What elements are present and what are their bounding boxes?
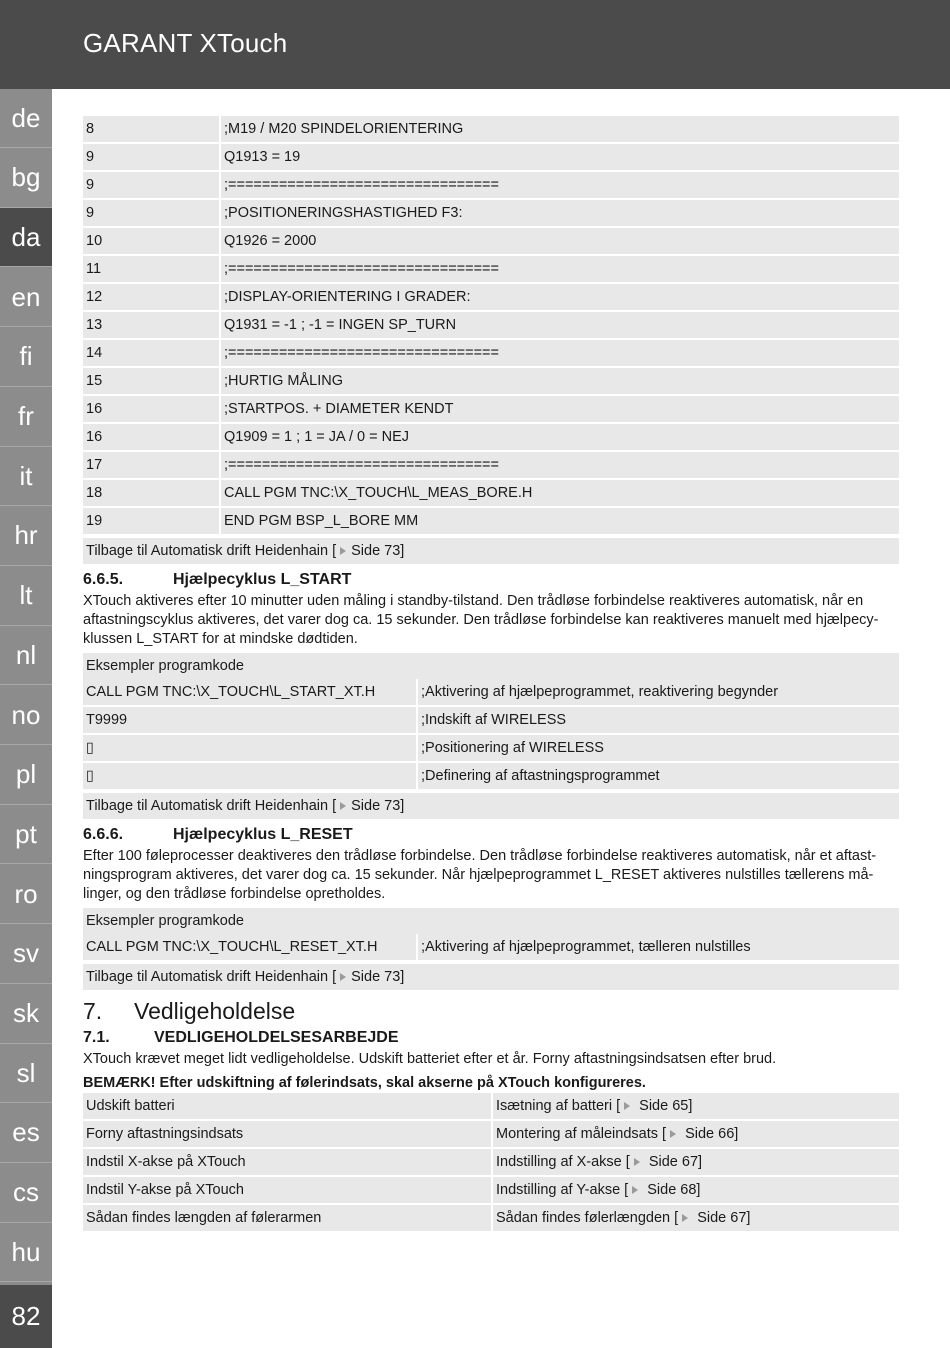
reference-text[interactable]: Montering af måleindsats [ (496, 1126, 667, 1142)
line-number: 9 (83, 172, 219, 198)
code-listing-table (83, 114, 899, 536)
maintenance-task: Sådan findes længden af følerarmen (83, 1205, 491, 1231)
page-ref-arrow-icon (340, 802, 346, 810)
maintenance-reference[interactable] (491, 1093, 899, 1119)
table-row (83, 368, 899, 394)
language-tab-bg[interactable]: bg (0, 149, 52, 208)
language-tab-nl[interactable]: nl (0, 626, 52, 685)
maintenance-task: Forny aftastningsindsats (83, 1121, 491, 1147)
language-tab-sl[interactable]: sl (0, 1044, 52, 1103)
code-line: END PGM BSP_L_BORE MM (219, 508, 899, 534)
table-row (83, 1205, 899, 1231)
reference-page[interactable]: Side 68] (643, 1182, 701, 1198)
reference-page[interactable]: Side 67] (693, 1210, 751, 1226)
maintenance-task: Indstil X-akse på XTouch (83, 1149, 491, 1175)
example-comment-cell: ;Aktivering af hjælpeprogrammet, reaktivering begynder (416, 679, 899, 705)
language-tab-it[interactable]: it (0, 447, 52, 506)
reference-text[interactable]: Indstilling af Y-akse [ (496, 1182, 629, 1198)
code-line: ;M19 / M20 SPINDELORIENTERING (219, 116, 899, 142)
code-line: ;================================ (219, 256, 899, 282)
reference-page[interactable]: Side 66] (681, 1126, 739, 1142)
example-comment-cell: ;Definering af aftastningsprogrammet (416, 763, 899, 789)
maintenance-intro: XTouch krævet meget lidt vedligeholdelse. Udskift batteriet efter et år. Forny aftastningsindsatsen efter brud. (83, 1051, 777, 1067)
table-row (83, 312, 899, 338)
table-row (83, 452, 899, 478)
example-code-cell: T9999 (83, 707, 416, 733)
language-tab-de[interactable]: de (0, 89, 52, 148)
code-line: ;POSITIONERINGSHASTIGHED F3: (219, 200, 899, 226)
section-665-text (83, 592, 899, 649)
language-tab-no[interactable]: no (0, 686, 52, 745)
example-comment-cell: ;Aktivering af hjælpeprogrammet, tælleren nulstilles (416, 934, 899, 960)
page-number: 82 (0, 1285, 52, 1348)
table-row (83, 144, 899, 170)
language-tab-en[interactable]: en (0, 268, 52, 327)
code-line: ;STARTPOS. + DIAMETER KENDT (219, 396, 899, 422)
code-line: Q1926 = 2000 (219, 228, 899, 254)
language-tab-fi[interactable]: fi (0, 328, 52, 387)
language-tab-hu[interactable]: hu (0, 1223, 52, 1282)
section-666-text (83, 847, 899, 904)
code-line: ;================================ (219, 452, 899, 478)
table-row (83, 424, 899, 450)
back-link-page[interactable]: Side 73] (351, 798, 405, 814)
section-title: Hjælpecyklus L_RESET (173, 826, 353, 843)
page-header (0, 0, 950, 89)
section-number: 6.6.5. (83, 571, 124, 588)
text-line: ningsprogram aktiveres, det varer dog ca. 15 sekunder. Når hjælpeprogrammet L_RESET aktiveres nulstilles tællerens må- (83, 867, 874, 883)
maintenance-note: BEMÆRK! Efter udskiftning af følerindsats, skal akserne på XTouch konfigureres. (83, 1075, 646, 1091)
line-number: 11 (83, 256, 219, 282)
language-tab-da[interactable]: da (0, 208, 52, 267)
maintenance-table (83, 1091, 899, 1233)
language-tab-sv[interactable]: sv (0, 925, 52, 984)
text-line: aftastningscyklus aktiveres, det varer dog ca. 15 sekunder. Den trådløse forbindelse kan reaktiveres manuelt med hjælpecy- (83, 612, 879, 628)
table-row (83, 679, 899, 705)
table-row (83, 480, 899, 506)
line-number: 15 (83, 368, 219, 394)
section-heading-666 (83, 826, 899, 844)
language-tab-fr[interactable]: fr (0, 388, 52, 447)
text-line: Efter 100 føleprocesser deaktiveres den trådløse forbindelse. Den trådløse forbindelse reaktiveres automatisk, når et aftast- (83, 848, 877, 864)
page-ref-arrow-icon (682, 1214, 688, 1222)
page-ref-arrow-icon (340, 973, 346, 981)
line-number: 16 (83, 396, 219, 422)
reference-page[interactable]: Side 65] (635, 1098, 693, 1114)
text-line: klussen L_START for at mindske dødtiden. (83, 631, 358, 647)
example-code-cell: ▯ (83, 735, 416, 761)
table-row (83, 116, 899, 142)
table-row (83, 200, 899, 226)
reference-text[interactable]: Indstilling af X-akse [ (496, 1154, 630, 1170)
line-number: 17 (83, 452, 219, 478)
example-code-cell: CALL PGM TNC:\X_TOUCH\L_RESET_XT.H (83, 934, 416, 960)
language-tab-sk[interactable]: sk (0, 985, 52, 1044)
page-ref-arrow-icon (634, 1158, 640, 1166)
code-line: ;================================ (219, 172, 899, 198)
language-tab-pl[interactable]: pl (0, 746, 52, 805)
table-row (83, 707, 899, 733)
document-title: GARANT XTouch (83, 28, 288, 58)
code-line: ;HURTIG MÅLING (219, 368, 899, 394)
text-line: XTouch aktiveres efter 10 minutter uden måling i standby-tilstand. Den trådløse forbindelse reaktiveres automatisk, når en (83, 593, 864, 609)
page-ref-arrow-icon (670, 1130, 676, 1138)
code-line: Q1931 = -1 ; -1 = INGEN SP_TURN (219, 312, 899, 338)
chapter-number: 7. (83, 998, 103, 1024)
page-ref-arrow-icon (624, 1102, 630, 1110)
maintenance-reference[interactable] (491, 1121, 899, 1147)
table-row (83, 1093, 899, 1119)
code-line: Q1909 = 1 ; 1 = JA / 0 = NEJ (219, 424, 899, 450)
back-link-row[interactable] (83, 964, 899, 990)
table-row (83, 934, 899, 960)
example-code-cell: CALL PGM TNC:\X_TOUCH\L_START_XT.H (83, 679, 416, 705)
table-row (83, 1121, 899, 1147)
chapter-title: Vedligeholdelse (134, 998, 296, 1024)
line-number: 18 (83, 480, 219, 506)
line-number: 12 (83, 284, 219, 310)
table-row (83, 1177, 899, 1203)
text-line: linger, og den trådløse forbindelse opretholdes. (83, 886, 386, 902)
table-row (83, 284, 899, 310)
line-number: 10 (83, 228, 219, 254)
table-row (83, 256, 899, 282)
section-number: 6.6.6. (83, 826, 124, 843)
example-code-label: Eksempler programkode (83, 653, 899, 679)
maintenance-reference[interactable] (491, 1205, 899, 1231)
back-link-row[interactable] (83, 793, 899, 819)
page-ref-arrow-icon (632, 1186, 638, 1194)
table-row (83, 508, 899, 534)
language-tab-pt[interactable]: pt (0, 805, 52, 864)
back-link-text[interactable]: Tilbage til Automatisk drift Heidenhain [ (86, 543, 337, 559)
language-tab-ro[interactable]: ro (0, 865, 52, 924)
code-line: CALL PGM TNC:\X_TOUCH\L_MEAS_BORE.H (219, 480, 899, 506)
section-title: VEDLIGEHOLDELSESARBEJDE (154, 1029, 399, 1046)
reference-page[interactable]: Side 67] (644, 1154, 703, 1170)
back-link-text[interactable]: Tilbage til Automatisk drift Heidenhain [ (86, 969, 337, 985)
table-row (83, 735, 899, 761)
language-tab-es[interactable]: es (0, 1104, 52, 1163)
example-code-label: Eksempler programkode (83, 908, 899, 934)
table-row (83, 228, 899, 254)
section-title: Hjælpecyklus L_START (173, 571, 352, 588)
line-number: 14 (83, 340, 219, 366)
table-row (83, 763, 899, 789)
example-code-table (83, 677, 899, 791)
reference-text[interactable]: Isætning af batteri [ (496, 1098, 621, 1114)
language-tab-cs[interactable]: cs (0, 1164, 52, 1223)
language-tab-lt[interactable]: lt (0, 567, 52, 626)
page-ref-arrow-icon (340, 547, 346, 555)
example-comment-cell: ;Positionering af WIRELESS (416, 735, 899, 761)
back-link-text[interactable]: Tilbage til Automatisk drift Heidenhain [ (86, 798, 337, 814)
line-number: 16 (83, 424, 219, 450)
line-number: 8 (83, 116, 219, 142)
section-number: 7.1. (83, 1029, 110, 1046)
page-content (83, 116, 899, 1233)
code-line: Q1913 = 19 (219, 144, 899, 170)
maintenance-task: Indstil Y-akse på XTouch (83, 1177, 491, 1203)
line-number: 9 (83, 200, 219, 226)
line-number: 9 (83, 144, 219, 170)
section-heading-71 (83, 1029, 899, 1047)
language-tab-hr[interactable]: hr (0, 507, 52, 566)
back-link-row[interactable] (83, 538, 899, 564)
line-number: 13 (83, 312, 219, 338)
back-link-page[interactable]: Side 73] (351, 969, 405, 985)
table-row (83, 1149, 899, 1175)
code-line: ;DISPLAY-ORIENTERING I GRADER: (219, 284, 899, 310)
code-line: ;================================ (219, 340, 899, 366)
back-link-page[interactable]: Side 73] (351, 543, 405, 559)
table-row (83, 172, 899, 198)
reference-text[interactable]: Sådan findes følerlængden [ (496, 1210, 679, 1226)
line-number: 19 (83, 508, 219, 534)
maintenance-reference[interactable] (491, 1177, 899, 1203)
language-rail (0, 89, 52, 1348)
table-row (83, 340, 899, 366)
example-code-cell: ▯ (83, 763, 416, 789)
maintenance-task: Udskift batteri (83, 1093, 491, 1119)
maintenance-reference[interactable] (491, 1149, 899, 1175)
example-comment-cell: ;Indskift af WIRELESS (416, 707, 899, 733)
chapter-heading (83, 998, 899, 1025)
example-code-table (83, 932, 899, 962)
section-heading-665 (83, 571, 899, 589)
table-row (83, 396, 899, 422)
